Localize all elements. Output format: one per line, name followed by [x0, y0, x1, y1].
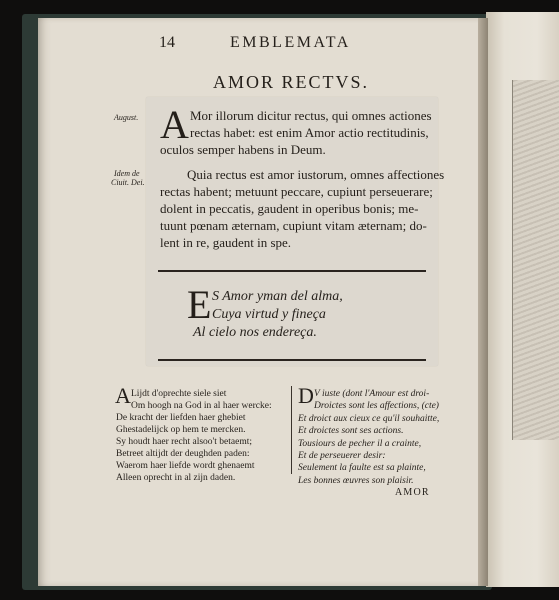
french-line-1: V iuste (dont l'Amour est droi- [314, 389, 430, 399]
dutch-line-1: Lijdt d'oprechte siele siet [131, 389, 227, 399]
rule-bottom [158, 359, 426, 361]
dropcap-a: A [160, 102, 189, 147]
latin-para2-line-5: lent in re, gaudent in spe. [160, 235, 292, 250]
dutch-line-8: Alleen oprecht in al zijn daden. [116, 473, 236, 483]
latin-para2-line-4: tuunt pœnam æternam, cupiunt vitam æternam; do- [160, 218, 427, 233]
dropcap-french: D [298, 383, 314, 408]
margin-citation-civitate-line-1: Idem de [114, 169, 140, 178]
dutch-line-5: Sy houdt haer recht alsoo't betaemt; [116, 437, 252, 447]
spanish-line-3: Al cielo nos endereça. [193, 325, 317, 340]
dropcap-dutch: A [115, 383, 131, 408]
french-line-7: Seulement la faulte est sa plainte, [298, 463, 426, 473]
dutch-line-3: De kracht der liefden haer ghebiet [116, 413, 246, 423]
catchword: AMOR [395, 487, 430, 498]
latin-para2-line-1: Quia rectus est amor iustorum, omnes affectiones [187, 167, 445, 182]
french-line-4: Et droictes sont ses actions. [298, 426, 404, 436]
french-line-6: Et de perseuerer desir: [298, 451, 386, 461]
latin-line-1: Mor illorum dicitur rectus, qui omnes actiones [190, 108, 432, 123]
latin-line-3: oculos semper habens in Deum. [160, 142, 326, 157]
rule-top [158, 270, 426, 272]
french-line-2: Droictes sont les affections, (cte) [314, 401, 439, 411]
spanish-line-1: S Amor yman del alma, [212, 289, 343, 304]
spanish-line-2: Cuya virtud y fineça [212, 307, 326, 322]
dutch-line-2: Om hoogh na God in al haer wercke: [131, 401, 272, 411]
column-divider [291, 386, 292, 474]
page-number: 14 [159, 34, 175, 51]
latin-line-2: rectas habet: est enim Amor actio rectitudinis, [190, 125, 429, 140]
emblem-title: AMOR RECTVS. [213, 72, 370, 92]
adjacent-engraving [512, 80, 559, 440]
french-line-8: Les bonnes œuvres son plaisir. [298, 476, 414, 486]
french-line-5: Tousiours de pecher il a crainte, [298, 439, 422, 449]
margin-citation-civitate-line-2: Ciuit. Dei. [111, 178, 145, 187]
margin-citation-augustine: August. [114, 113, 139, 122]
dropcap-e: E [187, 282, 212, 327]
page-gutter [478, 18, 488, 586]
latin-para2-line-2: rectas habent; metuunt peccare, cupiunt perseuerare; [160, 184, 433, 199]
dutch-line-6: Betreet altijdt der deughden paden: [116, 449, 250, 459]
latin-para2-line-3: dolent in peccatis, gaudent in operibus bonis; me- [160, 201, 419, 216]
dutch-line-7: Waerom haer liefde wordt ghenaemt [116, 461, 255, 471]
running-head: EMBLEMATA [230, 34, 351, 51]
french-line-3: Et droict aux cieux ce qu'il souhaitte, [298, 414, 440, 424]
dutch-line-4: Ghestadelijck op hem te mercken. [116, 425, 246, 435]
